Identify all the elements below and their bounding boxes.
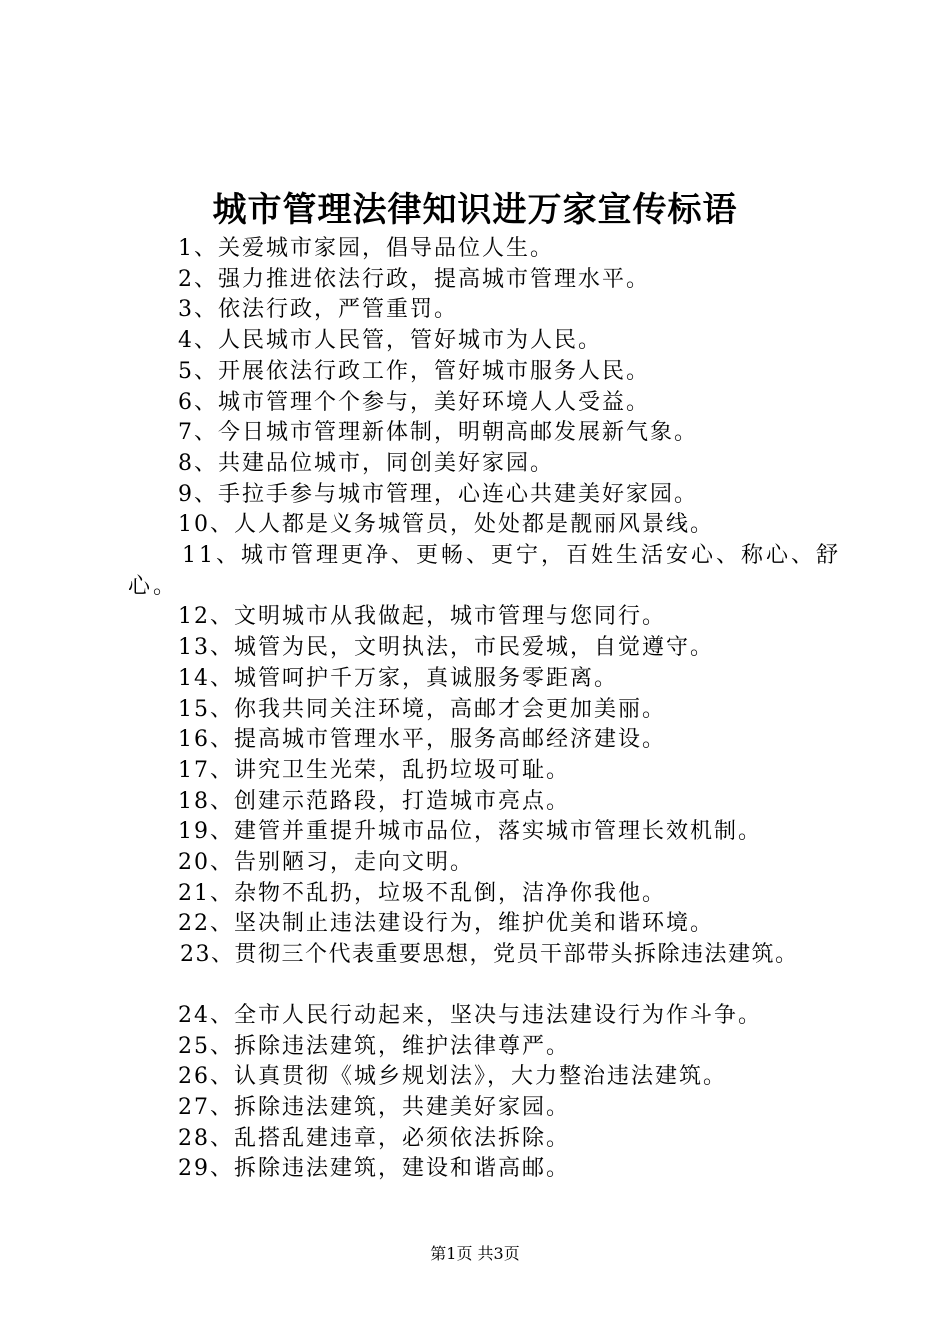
list-item: 1、关爱城市家园，倡导品位人生。 <box>178 236 554 261</box>
list-item: 20、告别陋习，走向文明。 <box>178 850 474 876</box>
list-item: 22、坚决制止违法建设行为，维护优美和谐环境。 <box>178 911 714 937</box>
list-item: 18、创建示范路段，打造城市亮点。 <box>178 788 570 814</box>
list-item: 21、杂物不乱扔，垃圾不乱倒，洁净你我他。 <box>178 880 666 906</box>
list-item: 9、手拉手参与城市管理，心连心共建美好家园。 <box>178 481 698 507</box>
list-item: 12、文明城市从我做起，城市管理与您同行。 <box>178 604 666 630</box>
list-item: 7、今日城市管理新体制，明朝高邮发展新气象。 <box>178 420 698 446</box>
slogan-list <box>128 234 868 1185</box>
list-item: 29、拆除违法建筑，建设和谐高邮。 <box>178 1156 570 1182</box>
page-footer: 第1页 共3页 <box>430 1244 520 1263</box>
list-item: 3、依法行政，严管重罚。 <box>178 297 458 323</box>
list-item: 10、人人都是义务城管员，处处都是靓丽风景线。 <box>178 512 714 538</box>
list-item: 19、建管并重提升城市品位，落实城市管理长效机制。 <box>178 819 762 845</box>
list-item: 8、共建品位城市，同创美好家园。 <box>178 450 554 476</box>
list-item: 2、强力推进依法行政，提高城市管理水平。 <box>178 266 650 292</box>
document-title: 城市管理法律知识进万家宣传标语 <box>212 190 738 230</box>
list-item: 15、你我共同关注环境，高邮才会更加美丽。 <box>178 696 666 722</box>
list-item: 27、拆除违法建筑，共建美好家园。 <box>178 1094 570 1120</box>
list-item: 26、认真贯彻《城乡规划法》，大力整治违法建筑。 <box>178 1064 727 1090</box>
list-item: 6、城市管理个个参与，美好环境人人受益。 <box>178 389 650 415</box>
list-item: 14、城管呵护千万家，真诚服务零距离。 <box>178 665 618 691</box>
list-item: 28、乱搭乱建违章，必须依法拆除。 <box>178 1125 570 1151</box>
list-item: 16、提高城市管理水平，服务高邮经济建设。 <box>178 727 666 753</box>
list-item: 23、贯彻三个代表重要思想，党员干部带头拆除违法建筑。 <box>180 942 799 968</box>
list-item: 5、开展依法行政工作，管好城市服务人民。 <box>178 358 650 384</box>
list-item: 25、拆除违法建筑，维护法律尊严。 <box>178 1033 570 1059</box>
list-item: 11、城市管理更净、更畅、更宁，百姓生活安心、称心、舒心。 <box>128 543 841 599</box>
list-item: 24、全市人民行动起来，坚决与违法建设行为作斗争。 <box>178 1002 762 1028</box>
list-item: 4、人民城市人民管，管好城市为人民。 <box>178 328 602 354</box>
list-item: 13、城管为民，文明执法，市民爱城，自觉遵守。 <box>178 635 714 661</box>
list-item: 17、讲究卫生光荣，乱扔垃圾可耻。 <box>178 757 570 783</box>
